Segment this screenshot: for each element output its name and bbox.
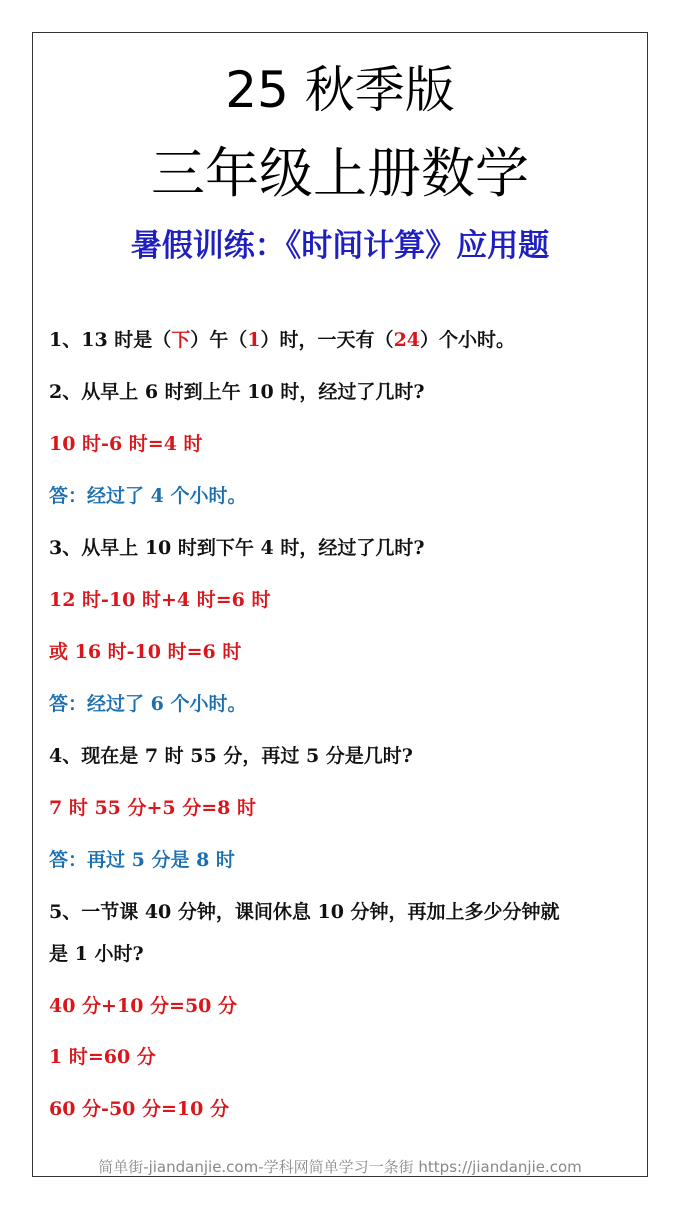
q1-text-d: ）个小时。 [420,329,516,351]
q5-calc-1: 40 分+10 分=50 分 [49,995,238,1017]
q4-answer: 答：再过 5 分是 8 时 [49,849,235,871]
q3-calc-1: 12 时-10 时+4 时=6 时 [49,589,271,611]
footer-watermark: 简单街-jiandanjie.com-学科网简单学习一条街 https://jiandanjie.com [98,1158,582,1176]
q1-answer-1: 下 [171,329,191,351]
question-5-line-1: 5、一节课 40 分钟，课间休息 10 分钟，再加上多少分钟就 [49,901,560,923]
q5-calc-3: 60 分-50 分=10 分 [49,1098,229,1120]
q4-calc-1: 7 时 55 分+5 分=8 时 [49,797,257,819]
q1-text-c: ）时，一天有（ [260,329,394,351]
q2-answer: 答：经过了 4 个小时。 [49,485,247,507]
question-2: 2、从早上 6 时到上午 10 时，经过了几时? [49,381,425,403]
q3-answer: 答：经过了 6 个小时。 [49,693,247,715]
question-1 [49,326,639,354]
q2-calc-1: 10 时-6 时=4 时 [49,433,203,455]
q1-text-b: ）午（ [190,329,248,351]
question-3: 3、从早上 10 时到下午 4 时，经过了几时? [49,537,425,559]
q5-calc-2: 1 时=60 分 [49,1046,156,1068]
title-line-1: 25 秋季版 [225,61,455,119]
subtitle: 暑假训练：《时间计算》应用题 [130,228,550,264]
q1-answer-2: 1 [247,329,261,351]
q1-answer-3: 24 [393,329,421,351]
title-line-2: 三年级上册数学 [151,142,529,205]
q1-text-a: 1、13 时是（ [49,329,172,351]
question-4: 4、现在是 7 时 55 分，再过 5 分是几时? [49,745,413,767]
question-5-line-2: 是 1 小时? [49,943,144,965]
q3-calc-2: 或 16 时-10 时=6 时 [49,641,242,663]
